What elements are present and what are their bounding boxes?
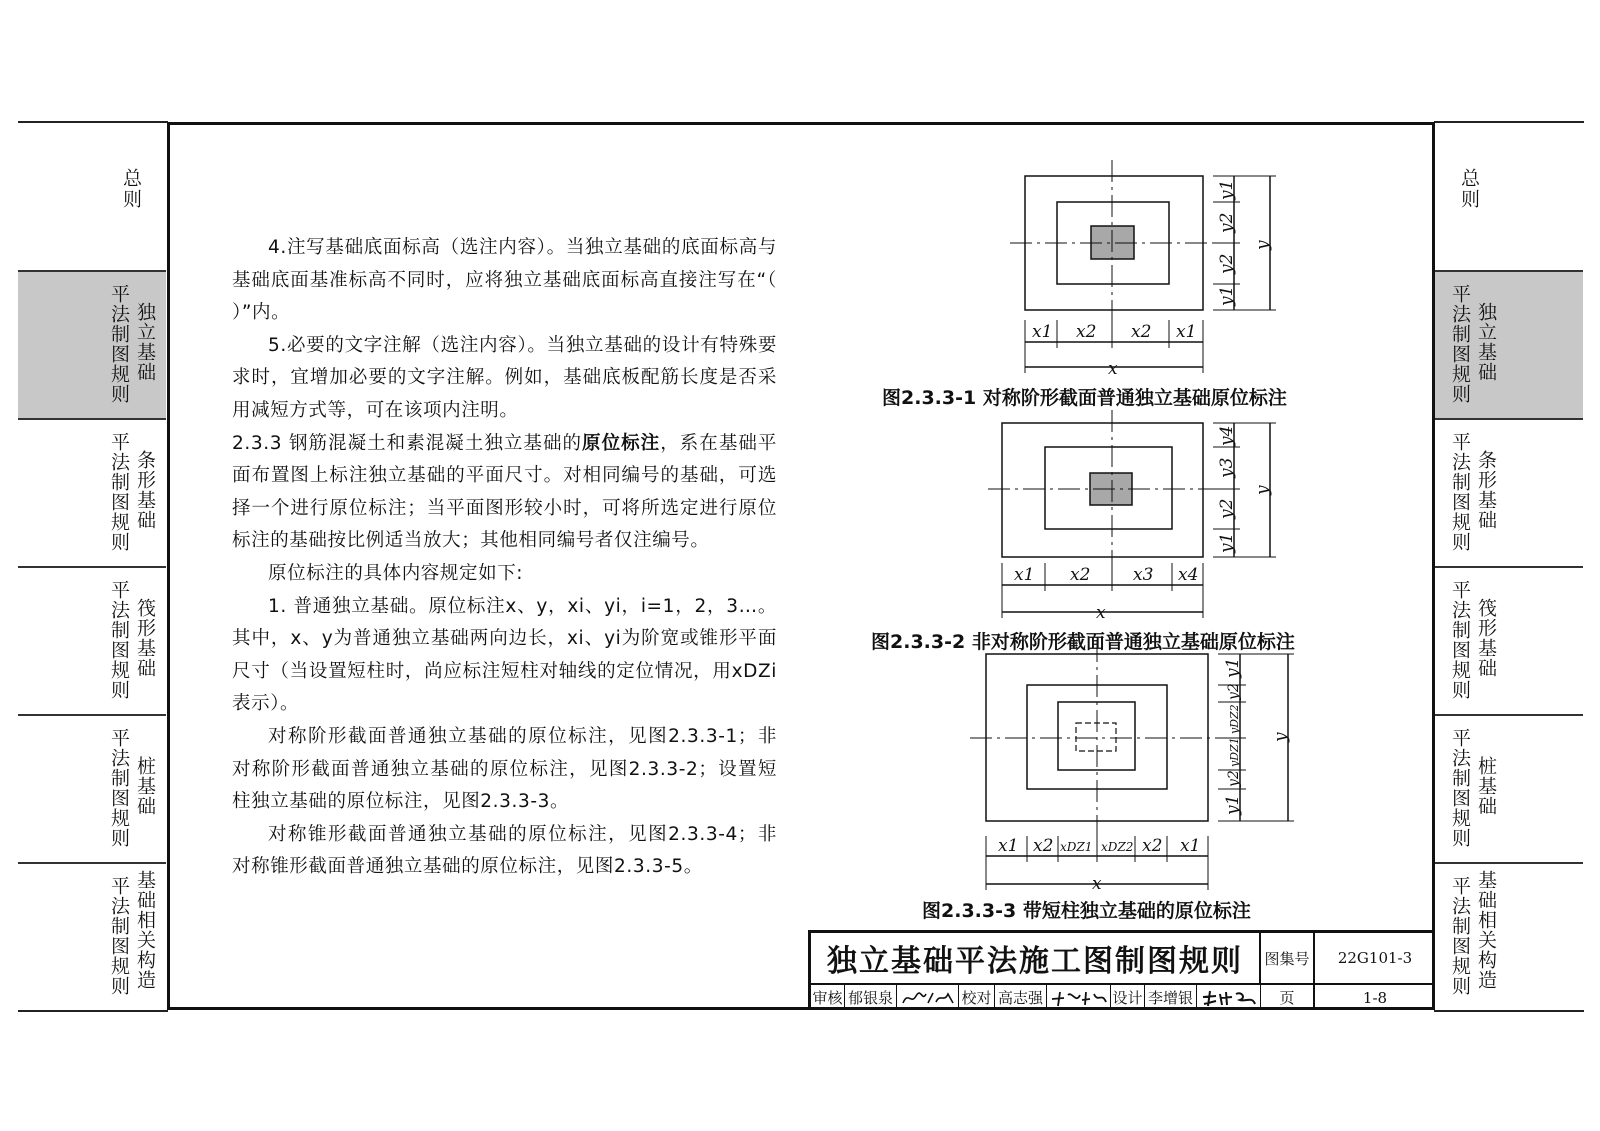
fig1-x-total: x — [1108, 359, 1118, 379]
top-rule-left — [18, 121, 168, 123]
fig2-x-label-1: x1 — [1014, 565, 1035, 585]
fig3-x-total: x — [1092, 874, 1102, 894]
right-tab-pile-col1: 平法制图规则 — [1449, 728, 1471, 848]
left-tab-raft-col1: 平法制图规则 — [108, 580, 130, 700]
right-tab-pile-col2: 桩基础 — [1475, 756, 1497, 816]
title-block — [808, 930, 1435, 1010]
paragraph-notes: 5.必要的文字注解（选注内容）。当独立基础的设计有特殊要求时，宜增加必要的文字注解。例如，基础底板配筋长度是否采用减短方式等，可在该项内注明。 — [232, 334, 777, 421]
right-tab-strip-col2: 条形基础 — [1475, 450, 1497, 530]
right-tab-raft-col1: 平法制图规则 — [1449, 580, 1471, 700]
left-tab-raft[interactable] — [18, 566, 166, 714]
fig1-x-label-2: x2 — [1076, 322, 1097, 342]
fig3-x-label-6: x1 — [1180, 836, 1201, 856]
designer-signature — [1197, 985, 1261, 1010]
left-tab-related-col1: 平法制图规则 — [108, 876, 130, 996]
fig1-x-label-4: x1 — [1176, 322, 1197, 342]
checker-name: 高志强 — [995, 985, 1047, 1010]
fig2-y-label-3: y2 — [1217, 498, 1237, 519]
fig1-x-label-3: x2 — [1131, 322, 1152, 342]
left-tab-strip-col2: 条形基础 — [134, 450, 156, 530]
paragraph-233-bold: 原位标注 — [582, 432, 661, 454]
fig3-x-label-4: xDZ2 — [1101, 840, 1134, 854]
fig3-y-label-3: yDZ2 — [1228, 704, 1241, 734]
left-tab-isolated-col1: 平法制图规则 — [108, 284, 130, 404]
check-label: 校对 — [959, 985, 995, 1010]
left-tab-pile[interactable] — [18, 714, 166, 862]
right-tab-strip-col1: 平法制图规则 — [1449, 432, 1471, 552]
right-tab-raft-col2: 筏形基础 — [1475, 598, 1497, 678]
atlas-number: 22G101-3 — [1315, 933, 1435, 985]
fig1-x-label-1: x1 — [1032, 322, 1053, 342]
paragraph-elevation: 4.注写基础底面标高（选注内容）。当独立基础的底面标高与基础底面基准标高不同时，应将独立基础底面标高直接注写在“（ ）”内。 — [232, 237, 777, 324]
fig3-y-label-5: y2 — [1226, 770, 1242, 787]
design-label: 设计 — [1111, 985, 1145, 1010]
paragraph-rules-intro: 原位标注的具体内容规定如下: — [268, 562, 524, 584]
left-tab-isolated-col2: 独立基础 — [134, 302, 156, 382]
atlas-label: 图集号 — [1261, 933, 1315, 985]
right-tab-related-col2: 基础相关构造 — [1475, 870, 1497, 990]
fig3-y-total: y — [1271, 732, 1291, 742]
designer-name: 李增银 — [1145, 985, 1197, 1010]
left-tab-related[interactable] — [18, 862, 166, 1010]
fig2-y-total: y — [1253, 485, 1273, 495]
fig2-x-label-4: x4 — [1178, 565, 1199, 585]
fig2-x-total: x — [1096, 603, 1106, 623]
fig2-y-label-4: y1 — [1217, 532, 1237, 553]
right-tab-isolated[interactable] — [1435, 270, 1583, 418]
left-tab-pile-col1: 平法制图规则 — [108, 728, 130, 848]
right-tab-related-col1: 平法制图规则 — [1449, 876, 1471, 996]
right-tab-related[interactable] — [1435, 862, 1583, 1010]
right-tab-raft[interactable] — [1435, 566, 1583, 714]
bottom-rule-right — [1434, 1010, 1584, 1012]
checker-signature — [1047, 985, 1111, 1010]
fig1-y-label-3: y2 — [1217, 253, 1237, 274]
fig1-y-label-2: y2 — [1217, 212, 1237, 233]
right-tab-pile[interactable] — [1435, 714, 1583, 862]
paragraph-conical-refs: 对称锥形截面普通独立基础的原位标注，见图2.3.3-4；非对称锥形截面普通独立基础的原位标注，见图2.3.3-5。 — [232, 823, 777, 878]
right-tab-strip[interactable] — [1435, 418, 1583, 566]
fig2-x-label-2: x2 — [1070, 565, 1091, 585]
fig3-x-label-1: x1 — [998, 836, 1019, 856]
right-tab-general[interactable]: 总则 — [1458, 168, 1480, 210]
fig2-x-label-3: x3 — [1133, 565, 1154, 585]
left-tab-general[interactable]: 总则 — [120, 168, 142, 210]
paragraph-233-b: ，系在基础平面布置图上标注独立基础的平面尺寸。对相同编号的基础，可选择一个进行原位标注；当平面图形较小时，可将所选定进行原位标注的基础按比例适当放大；其他相同编号者仅注编号。 — [232, 432, 777, 552]
fig2-y-label-1: y4 — [1217, 425, 1237, 446]
page-number: 1-8 — [1362, 988, 1388, 1007]
fig3-x-label-5: x2 — [1142, 836, 1163, 856]
fig2-y-label-2: y3 — [1217, 457, 1237, 478]
left-tab-isolated[interactable] — [18, 270, 166, 418]
fig1-y-total: y — [1253, 240, 1273, 250]
figure-1-caption: 图2.3.3-1 对称阶形截面普通独立基础原位标注 — [882, 387, 1287, 409]
bottom-rule-left — [18, 1010, 168, 1012]
left-tab-related-col2: 基础相关构造 — [134, 870, 156, 990]
review-label: 审核 — [811, 985, 845, 1010]
figure-3-caption: 图2.3.3-3 带短柱独立基础的原位标注 — [922, 900, 1251, 922]
fig3-y-label-1: y1 — [1223, 657, 1243, 678]
paragraph-ordinary: 1. 普通独立基础。原位标注x、y，xi、yi，i=1，2，3…。其中，x、y为普通独立基础两向边长，xi、yi为阶宽或锥形平面尺寸（当设置短柱时，尚应标注短柱对轴线的定位情况，用xDZi表示）。 — [232, 595, 777, 715]
title-block-title: 独立基础平法施工图制图规则 — [811, 933, 1261, 985]
fig3-x-label-3: xDZ1 — [1060, 840, 1093, 854]
paragraph-233 — [232, 428, 777, 558]
left-tab-raft-col2: 筏形基础 — [134, 598, 156, 678]
fig3-y-label-6: y1 — [1223, 794, 1243, 815]
page-label: 页 — [1261, 985, 1315, 1010]
paragraph-233-a: 2.3.3 钢筋混凝土和素混凝土独立基础的 — [232, 432, 583, 454]
fig3-y-label-4: yDZ1 — [1228, 737, 1241, 767]
body-text — [232, 232, 777, 884]
paragraph-stepped-refs: 对称阶形截面普通独立基础的原位标注，见图2.3.3-1；非对称阶形截面普通独立基础的原位标注，见图2.3.3-2；设置短柱独立基础的原位标注，见图2.3.3-3。 — [232, 725, 777, 813]
reviewer-name: 郁银泉 — [845, 985, 897, 1010]
right-tab-isolated-col2: 独立基础 — [1475, 302, 1497, 382]
reviewer-signature — [897, 985, 959, 1010]
left-tab-pile-col2: 桩基础 — [134, 756, 156, 816]
fig1-y-label-1: y1 — [1217, 179, 1237, 200]
figure-2-caption: 图2.3.3-2 非对称阶形截面普通独立基础原位标注 — [871, 631, 1295, 653]
top-rule-right — [1434, 121, 1584, 123]
fig3-x-label-2: x2 — [1033, 836, 1054, 856]
left-tab-strip-col1: 平法制图规则 — [108, 432, 130, 552]
right-tab-isolated-col1: 平法制图规则 — [1449, 284, 1471, 404]
fig3-y-label-2: y2 — [1226, 683, 1242, 700]
fig1-y-label-4: y1 — [1217, 285, 1237, 306]
left-tab-strip[interactable] — [18, 418, 166, 566]
